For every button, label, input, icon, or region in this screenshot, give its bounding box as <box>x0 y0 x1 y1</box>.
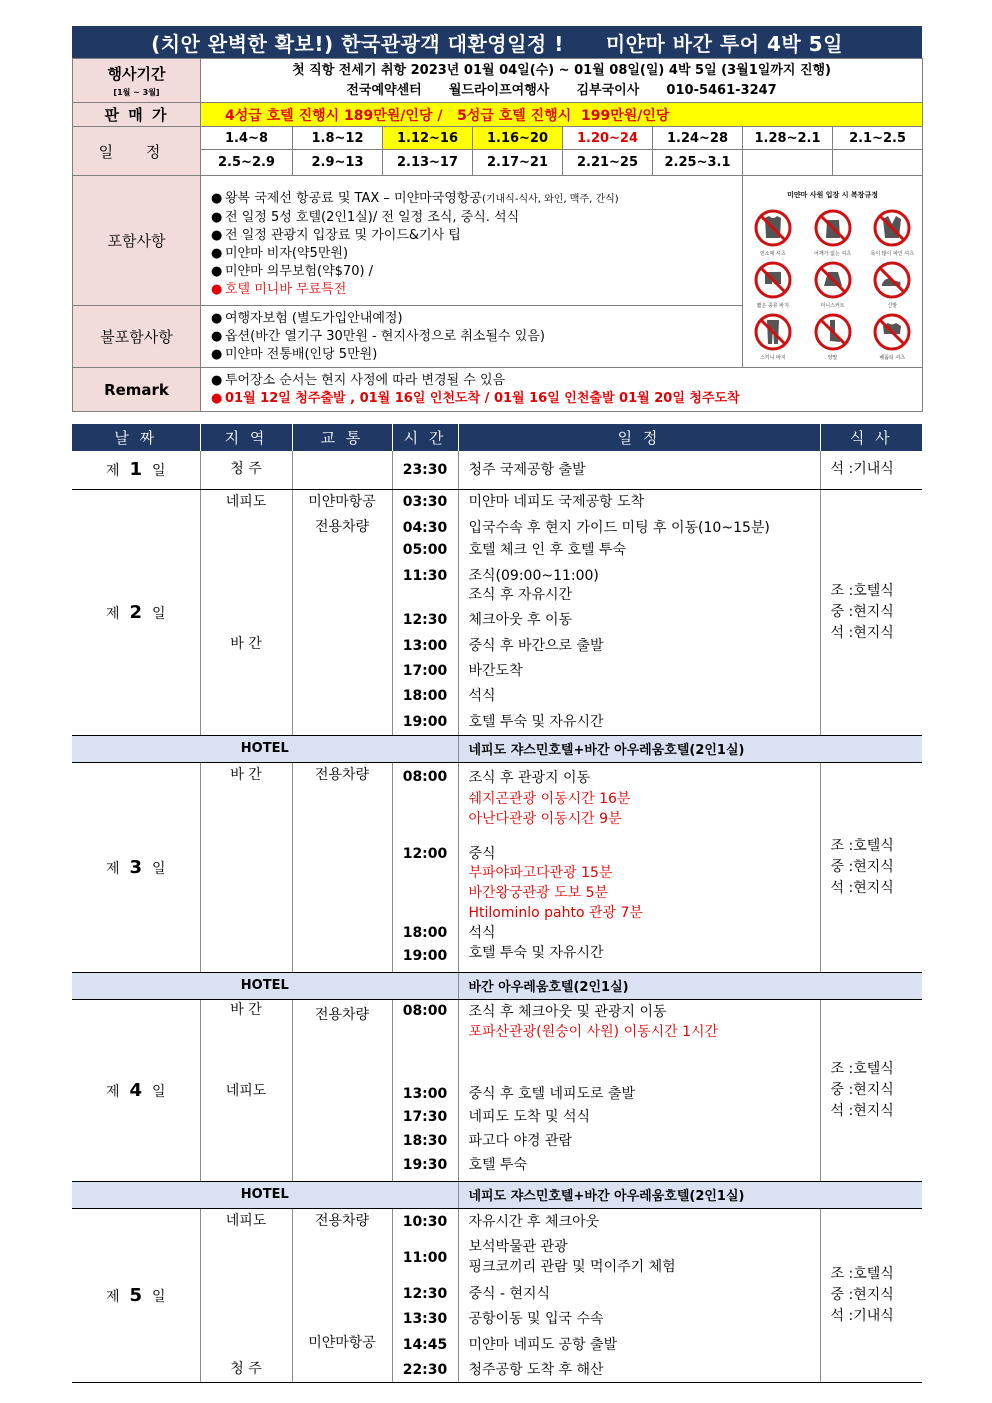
dresscode-label: 양말 <box>827 355 838 361</box>
meal: 중 :현지식 <box>830 1286 894 1303</box>
date-cell: 1.24~28 <box>653 127 743 150</box>
transport: 미얀마항공 <box>308 1334 376 1351</box>
sleeveless-shirt-icon <box>753 208 793 248</box>
hotel-label: HOTEL <box>72 1181 458 1208</box>
date-cell: 2.1~2.5 <box>833 127 923 150</box>
transport: 전용차량 <box>314 518 370 535</box>
time-cell <box>392 762 458 972</box>
activity: 중식 후 호텔 네피도로 출발 <box>468 1085 636 1102</box>
day-row <box>72 451 922 489</box>
hotel-label: HOTEL <box>72 735 458 762</box>
activity-cell <box>458 1208 820 1382</box>
activity: 청주공항 도착 후 해산 <box>468 1361 604 1378</box>
activity: 조식 후 체크아웃 및 관광지 이동 <box>468 1003 667 1020</box>
activity: 입국수속 후 현지 가이드 미팅 후 이동(10~15분) <box>468 519 770 536</box>
included-item: ● 왕복 국제선 항공료 및 TAX – 미얀마국영항공(기내식-식사, 와인, 맥주, 간식) <box>211 190 619 206</box>
activity-cell <box>458 999 820 1181</box>
date-cell <box>743 150 833 176</box>
activity: 보석박물관 관광 <box>468 1238 568 1255</box>
time: 08:00 <box>402 1002 448 1019</box>
included-item: ● 전 일정 5성 호텔(2인1실)/ 전 일정 조식, 중식. 석식 <box>211 209 520 225</box>
dresscode-item <box>743 312 803 361</box>
transport: 전용차량 <box>314 1212 370 1229</box>
activity: 호텔 체크 인 후 호텔 투숙 <box>468 541 626 558</box>
activity: 석식 <box>468 687 496 704</box>
meal: 조 :호텔식 <box>830 837 894 854</box>
time: 13:00 <box>402 1085 448 1102</box>
date-cell: 2.21~25 <box>563 150 653 176</box>
dresscode-item <box>862 260 922 309</box>
meal-cell <box>820 999 922 1181</box>
region-cell <box>200 762 292 972</box>
day-row <box>72 999 922 1181</box>
date-cell: 2.25~3.1 <box>653 150 743 176</box>
activity: 네피도 도착 및 석식 <box>468 1108 591 1125</box>
page-title <box>72 26 922 58</box>
dresscode-item <box>803 260 863 309</box>
remark-item: ● 01월 12일 청주출발 , 01월 16일 인천도착 / 01월 16일 인천출발 01월 20일 청주도착 <box>211 390 740 406</box>
date-cell: 2.17~21 <box>473 150 563 176</box>
transport-cell <box>292 1208 392 1382</box>
included-item: ● 호텔 미니바 무료특전 <box>211 281 347 297</box>
activity: 부파야파고다관광 15분 <box>468 864 613 881</box>
activity: Htilominlo pahto 관광 7분 <box>468 904 643 921</box>
header-meal: 식 사 <box>820 424 922 451</box>
time-cell <box>392 489 458 735</box>
time: 03:30 <box>402 493 448 510</box>
activity: 바간도착 <box>468 662 523 679</box>
transport-cell <box>292 489 392 735</box>
region: 네피도 <box>225 1212 267 1229</box>
date-cell: 1.8~12 <box>293 127 383 150</box>
included-item: ● 미얀마 비자(약5만원) <box>211 245 349 261</box>
day-row <box>72 1208 922 1382</box>
activity: 핑크코끼리 관람 및 먹이주기 체험 <box>468 1258 676 1275</box>
excluded-item: ● 미얀마 전통배(인당 5만원) <box>211 346 378 362</box>
socks-icon <box>813 312 853 352</box>
itinerary-header <box>72 424 922 451</box>
time: 18:00 <box>402 924 448 941</box>
info-table <box>72 58 923 412</box>
time: 19:00 <box>402 713 448 730</box>
hotel-row <box>72 735 922 762</box>
activity: 쉐지곤관광 이동시간 16분 <box>468 790 631 807</box>
miniskirt-icon <box>813 260 853 300</box>
time: 13:30 <box>402 1310 448 1327</box>
header-time: 시 간 <box>392 424 458 451</box>
dresscode-item <box>803 312 863 361</box>
activity-cell <box>458 762 820 972</box>
itinerary-page <box>72 26 922 1383</box>
time-cell <box>392 999 458 1181</box>
dresscode-item <box>862 312 922 361</box>
transport-cell <box>292 762 392 972</box>
region-cell <box>200 489 292 735</box>
dresscode-title: 미얀마 사원 입장 시 복장규정 <box>787 191 878 199</box>
region: 바 간 <box>230 1001 262 1018</box>
dresscode-label: 목이 많이 파인 셔츠 <box>870 251 914 257</box>
activity: 호텔 투숙 및 자유시간 <box>468 944 604 961</box>
meal: 조 :호텔식 <box>830 582 894 599</box>
time: 23:30 <box>402 462 448 478</box>
period-cell <box>201 59 923 103</box>
dresscode-item <box>743 208 803 257</box>
region-cell <box>200 1208 292 1382</box>
off-shoulder-shirt-icon <box>813 208 853 248</box>
time: 11:00 <box>402 1249 448 1266</box>
hotel-label: HOTEL <box>72 972 458 999</box>
excluded-item: ● 옵션(바간 열기구 30만원 - 현지사정으로 취소될수 있음) <box>211 328 545 344</box>
hotel-row <box>72 1181 922 1208</box>
dresscode-panel <box>743 176 923 368</box>
dresscode-label: 민소매 셔츠 <box>759 251 786 257</box>
time: 12:00 <box>402 845 448 862</box>
time: 04:30 <box>402 519 448 536</box>
skinny-pants-icon <box>753 312 793 352</box>
schedule-label: 일 정 <box>73 127 201 176</box>
period-label-cell <box>73 59 201 103</box>
period-line-1: 첫 직항 전세기 취항 2023년 01월 04일(수) ~ 01월 08일(일) 4박 5일 (3월1일까지 진행) <box>292 62 832 78</box>
time: 17:00 <box>402 662 448 679</box>
meal: 석 :기내식 <box>830 461 894 478</box>
period-sub: [1월 ~ 3월] <box>113 88 160 97</box>
region-cell <box>200 451 292 489</box>
meal-cell <box>820 762 922 972</box>
price-text: 4성급 호텔 진행시 189만원/인당 / 5성급 호텔 진행시 199만원/인당 <box>201 103 923 127</box>
time: 18:00 <box>402 687 448 704</box>
day-row <box>72 489 922 735</box>
region: 청 주 <box>230 461 262 477</box>
time: 10:30 <box>402 1213 448 1230</box>
header-schedule: 일 정 <box>458 424 820 451</box>
dresscode-label: 미니스커트 <box>820 303 845 309</box>
region: 네피도 <box>225 493 267 510</box>
activity: 자유시간 후 체크아웃 <box>468 1213 600 1230</box>
date-cell: 2.13~17 <box>383 150 473 176</box>
time: 05:00 <box>402 541 448 558</box>
time: 12:30 <box>402 1285 448 1302</box>
dresscode-label: 신발 <box>887 303 898 309</box>
transport-cell <box>292 999 392 1181</box>
date-cell: 1.12~16 <box>383 127 473 150</box>
included-item: ● 전 일정 관광지 입장료 및 가이드&기사 팁 <box>211 227 461 243</box>
time: 19:00 <box>402 947 448 964</box>
date-cell: 2.5~2.9 <box>201 150 293 176</box>
activity: 중식 후 바간으로 출발 <box>468 637 604 654</box>
time-cell <box>392 451 458 489</box>
activity: 바간왕궁관광 도보 5분 <box>468 884 609 901</box>
date-cell: 1.20~24 <box>563 127 653 150</box>
excluded-list <box>201 306 743 368</box>
activity: 청주 국제공항 출발 <box>468 462 586 478</box>
period-line-2: 전국예약센터 월드라이프여행사 김부국이사 010-5461-3247 <box>346 82 777 98</box>
time: 18:30 <box>402 1132 448 1149</box>
dresscode-item <box>803 208 863 257</box>
transport: 미얀마항공 <box>308 493 376 510</box>
shoes-icon <box>872 260 912 300</box>
meal: 중 :현지식 <box>830 603 894 620</box>
day-label: 제 1 일 <box>72 451 200 489</box>
activity: 체크아웃 후 이동 <box>468 611 573 628</box>
included-item: ● 미얀마 의무보험(약$70) / <box>211 263 374 279</box>
transport-cell <box>292 451 392 489</box>
meal: 석 :현지식 <box>830 624 894 641</box>
meal-cell <box>820 1208 922 1382</box>
time: 19:30 <box>402 1156 448 1173</box>
date-cell: 1.28~2.1 <box>743 127 833 150</box>
day-label: 제 2 일 <box>72 489 200 735</box>
low-neck-shirt-icon <box>872 208 912 248</box>
meal-cell <box>820 489 922 735</box>
header-date: 날 짜 <box>72 424 200 451</box>
activity: 미얀마 네피도 공항 출발 <box>468 1336 618 1353</box>
itinerary-table <box>72 424 922 1383</box>
date-cell: 1.4~8 <box>201 127 293 150</box>
region-cell <box>200 999 292 1181</box>
activity: 아난다관광 이동시간 9분 <box>468 810 622 827</box>
meal: 중 :현지식 <box>830 1081 894 1098</box>
day-label: 제 3 일 <box>72 762 200 972</box>
hotel-name: 네피도 쟈스민호텔+바간 아우레움호텔(2인1실) <box>458 1181 922 1208</box>
remark-label: Remark <box>73 368 201 412</box>
activity: 조식(09:00~11:00) <box>468 567 599 584</box>
activity: 중식 <box>468 845 496 862</box>
activity: 석식 <box>468 924 496 941</box>
time: 12:30 <box>402 611 448 628</box>
period-label: 행사기간 <box>107 65 166 83</box>
title-part-1: (치안 완벽한 확보!) 한국관광객 대환영일정 ! <box>151 31 564 56</box>
activity-cell <box>458 489 820 735</box>
meal: 조 :호텔식 <box>830 1265 894 1282</box>
dresscode-label: 짧은 종류 바지 <box>756 303 789 309</box>
date-cell <box>833 150 923 176</box>
activity: 조식 후 관광지 이동 <box>468 769 591 786</box>
meal: 중 :현지식 <box>830 858 894 875</box>
time: 13:00 <box>402 637 448 654</box>
header-transport: 교 통 <box>292 424 392 451</box>
date-cell: 1.16~20 <box>473 127 563 150</box>
time-cell <box>392 1208 458 1382</box>
short-pants-icon <box>753 260 793 300</box>
activity-cell <box>458 451 820 489</box>
dresscode-item <box>862 208 922 257</box>
activity: 포파산관광(원숭이 사원) 이동시간 1시간 <box>468 1023 719 1040</box>
hotel-row <box>72 972 922 999</box>
dresscode-label: 배꼽티 셔츠 <box>879 355 906 361</box>
day-label: 제 5 일 <box>72 1208 200 1382</box>
region: 청 주 <box>230 1360 262 1377</box>
activity: 조식 후 자유시간 <box>468 586 573 603</box>
meal: 석 :현지식 <box>830 879 894 896</box>
time: 11:30 <box>402 567 448 584</box>
day-row <box>72 762 922 972</box>
region: 바 간 <box>230 766 262 783</box>
region: 바 간 <box>230 635 262 652</box>
header-region: 지 역 <box>200 424 292 451</box>
time: 08:00 <box>402 768 448 785</box>
excluded-label: 불포함사항 <box>73 306 201 368</box>
included-list <box>201 176 743 306</box>
dresscode-label: 스키니 바지 <box>759 355 786 361</box>
title-part-2: 미얀마 바간 투어 4박 5일 <box>605 31 843 56</box>
dresscode-item <box>743 260 803 309</box>
meal-cell <box>820 451 922 489</box>
meal: 석 :기내식 <box>830 1307 894 1324</box>
meal: 석 :현지식 <box>830 1102 894 1119</box>
excluded-item: ● 여행자보험 (별도가입안내예정) <box>211 310 403 326</box>
region: 네피도 <box>225 1082 267 1099</box>
transport: 전용차량 <box>314 1006 370 1023</box>
activity: 중식 - 현지식 <box>468 1285 551 1302</box>
time: 22:30 <box>402 1361 448 1378</box>
remark-list <box>201 368 923 412</box>
dresscode-icons <box>743 208 922 361</box>
included-label: 포함사항 <box>73 176 201 306</box>
price-label: 판 매 가 <box>73 103 201 127</box>
date-cell: 2.9~13 <box>293 150 383 176</box>
activity: 호텔 투숙 <box>468 1156 528 1173</box>
meal: 조 :호텔식 <box>830 1060 894 1077</box>
activity: 호텔 투숙 및 자유시간 <box>468 713 604 730</box>
activity: 미얀마 네피도 국제공항 도착 <box>468 493 645 510</box>
activity: 파고다 야경 관람 <box>468 1132 573 1149</box>
time: 14:45 <box>402 1336 448 1353</box>
dresscode-label: 어깨가 없는 셔츠 <box>814 251 852 257</box>
transport: 전용차량 <box>314 766 370 783</box>
activity: 공항이동 및 입국 수속 <box>468 1310 604 1327</box>
time: 17:30 <box>402 1108 448 1125</box>
hotel-name: 네피도 쟈스민호텔+바간 아우레움호텔(2인1실) <box>458 735 922 762</box>
crop-top-icon <box>872 312 912 352</box>
remark-item: ● 투어장소 순서는 현지 사정에 따라 변경될 수 있음 <box>211 372 506 388</box>
day-label: 제 4 일 <box>72 999 200 1181</box>
hotel-name: 바간 아우레움호텔(2인1실) <box>458 972 922 999</box>
